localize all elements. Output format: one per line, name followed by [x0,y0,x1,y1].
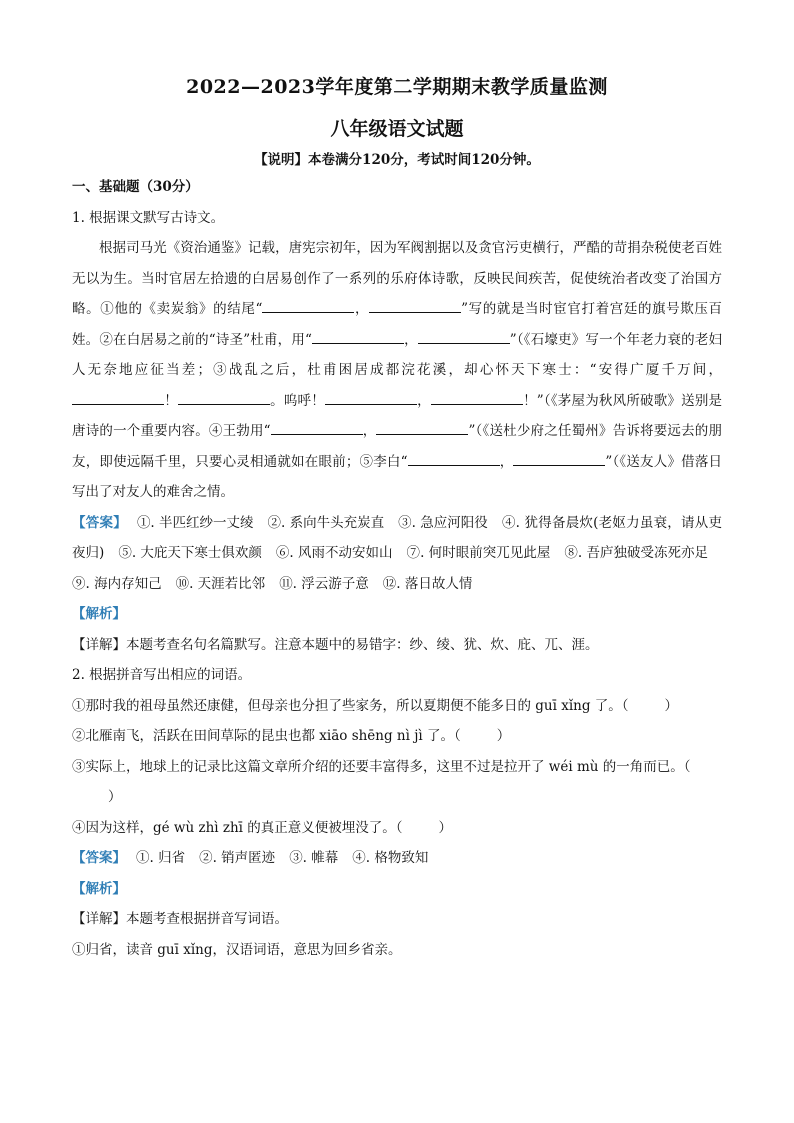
answer-blank[interactable] [376,420,468,435]
question-2-item: ④因为这样，gé wù zhì zhī 的真正意义便被埋没了。（ ） [72,819,453,836]
answer-blank[interactable] [312,329,404,344]
answer-blank[interactable] [178,390,270,405]
question-1-passage: 根据司马光《资治通鉴》记载，唐宪宗初年，因为军阀割据以及贪官污吏横行，严酷的苛捐杂税使老百姓无以为生。当时官居左拾遗的白居易创作了一系列的乐府体诗歌，反映民间疾苦，促使统治者改变了治国方略。①他的《卖炭翁》的结尾“ ， ”写的就是当时宦官打着宫廷的旗号欺压百姓。②在白居易之前的“诗圣”杜甫，用“ ， ”（《石壕吏》写一个年老力衰的老妇人无奈地应征当差；③战乱之后，杜甫困居成都浣花溪，却心怀天下寒士：“安得广厦千万间，！ 。呜呼！ ， ！”（《茅屋为秋风所破歌》送别是唐诗的一个重要内容。④王勃用“ ， ”（《送杜少府之任蜀州》告诉将要远去的朋友，即使远隔千里，只要心灵相通就如在眼前；⑤李白“ ， ”（《送友人》借落日写出了对友人的难舍之情。 [72,240,723,500]
answer-label: 【答案】 [72,850,126,866]
question-2-answer: 【答案】 ①. 归省 ②. 销声匿迹 ③. 帷幕 ④. 格物致知 [72,850,429,866]
question-1-detail: 【详解】本题考查名句名篇默写。注意本题中的易错字：纱、绫、犹、炊、庇、兀、涯。 [72,636,599,653]
analysis-label: 【解析】 [72,606,126,622]
question-2-item: ①那时我的祖母虽然还康健，但母亲也分担了些家务，所以夏期便不能多日的 guī xǐng 了。（ ） [72,697,679,714]
answer-blank[interactable] [418,329,510,344]
exam-content [72,172,722,965]
question-1-answer: 【答案】 ①. 半匹红纱一丈绫 ②. 系向牛头充炭直 ③. 急应河阳役 ④. 犹得备晨炊(老妪力虽衰，请从吏夜归) ⑤. 大庇天下寒士俱欢颜 ⑥. 风雨不动安如山 ⑦. 何时眼前突兀见此屋 ⑧. 吾庐独破受冻死亦足⑨. 海内存知己 ⑩. 天涯若比邻 ⑪. 浮云游子意 ⑫. 落日故人情 [72,514,723,592]
question-2-item: ②北雁南飞，活跃在田间草际的昆虫也都 xiāo shēng nì jì 了。（ ） [72,728,511,744]
analysis-label: 【解析】 [72,880,126,897]
answer-blank[interactable] [325,390,417,405]
answer-blank[interactable] [369,298,461,313]
question-1-analysis [72,599,722,630]
question-1-prompt: 1. 根据课文默写古诗文。 [72,209,225,226]
question-2-detail: 【详解】本题考查根据拼音写词语。 [72,911,288,927]
question-2-detail-line: ①归省，读音 guī xǐng，汉语词语，意思为回乡省亲。 [72,941,402,958]
answer-blank[interactable] [431,390,523,405]
exam-subtitle: 八年级语文试题 [330,118,464,140]
exam-title: 2022—2023学年度第二学期期末教学质量监测 [186,76,608,98]
section-heading: 一、基础题（30分） [72,179,199,195]
answer-blank[interactable] [513,451,605,466]
answer-blank[interactable] [262,298,354,313]
answer-blank[interactable] [72,390,164,405]
question-2-prompt: 2. 根据拼音写出相应的词语。 [72,667,252,683]
question-2-item: ③实际上，地球上的记录比这篇文章所介绍的还要丰富得多，这里不过是拉开了 wéi mù 的一角而已。（） [72,758,691,805]
question-2-analysis [72,874,722,905]
answer-label: 【答案】 [72,514,127,531]
answer-blank[interactable] [271,420,363,435]
exam-note: 【说明】本卷满分120分，考试时间120分钟。 [254,152,540,168]
answer-blank[interactable] [408,451,500,466]
